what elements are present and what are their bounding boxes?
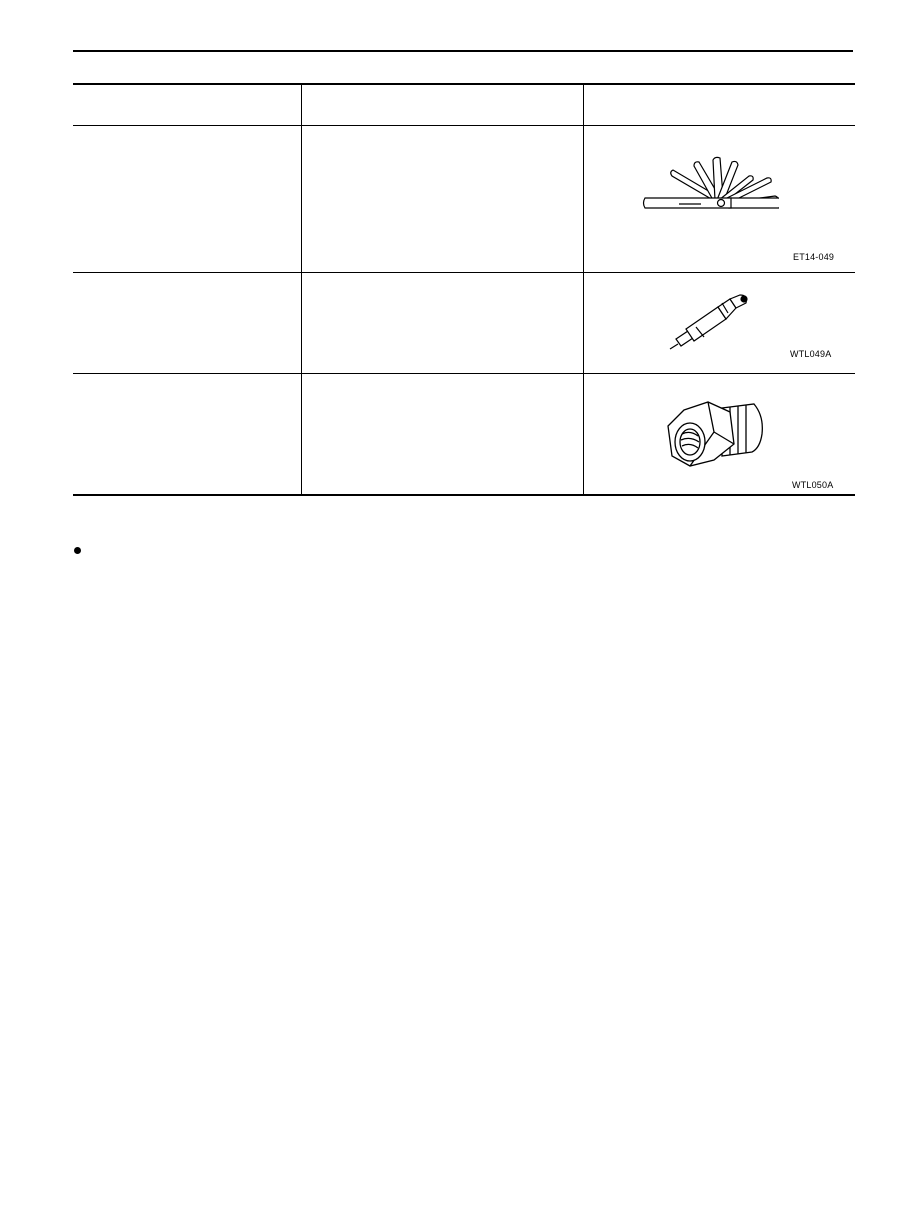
description-cell bbox=[302, 273, 584, 374]
description-cell bbox=[302, 126, 584, 273]
figure-cell bbox=[584, 374, 856, 496]
figure-label: WTL050A bbox=[792, 480, 834, 490]
hex-union-fitting-icon bbox=[664, 396, 764, 474]
bullet-icon bbox=[74, 547, 81, 554]
feeler-gauge-icon bbox=[639, 156, 779, 218]
adapter-pin-icon bbox=[666, 293, 756, 355]
table-row bbox=[73, 374, 855, 496]
description-cell bbox=[302, 374, 584, 496]
header-cell-1 bbox=[73, 84, 302, 126]
header-cell-3 bbox=[584, 84, 856, 126]
figure bbox=[584, 374, 855, 494]
tool-number-cell bbox=[73, 273, 302, 374]
tool-number-cell bbox=[73, 374, 302, 496]
figure bbox=[584, 126, 855, 272]
figure bbox=[584, 273, 855, 373]
figure-cell bbox=[584, 273, 856, 374]
figure-cell bbox=[584, 126, 856, 273]
tools-table bbox=[73, 83, 855, 496]
table-header-row bbox=[73, 84, 855, 126]
table-row bbox=[73, 126, 855, 273]
table-row bbox=[73, 273, 855, 374]
figure-label: WTL049A bbox=[790, 349, 832, 359]
header-cell-2 bbox=[302, 84, 584, 126]
top-rule bbox=[73, 50, 853, 52]
figure-label: ET14-049 bbox=[793, 252, 835, 262]
tool-number-cell bbox=[73, 126, 302, 273]
